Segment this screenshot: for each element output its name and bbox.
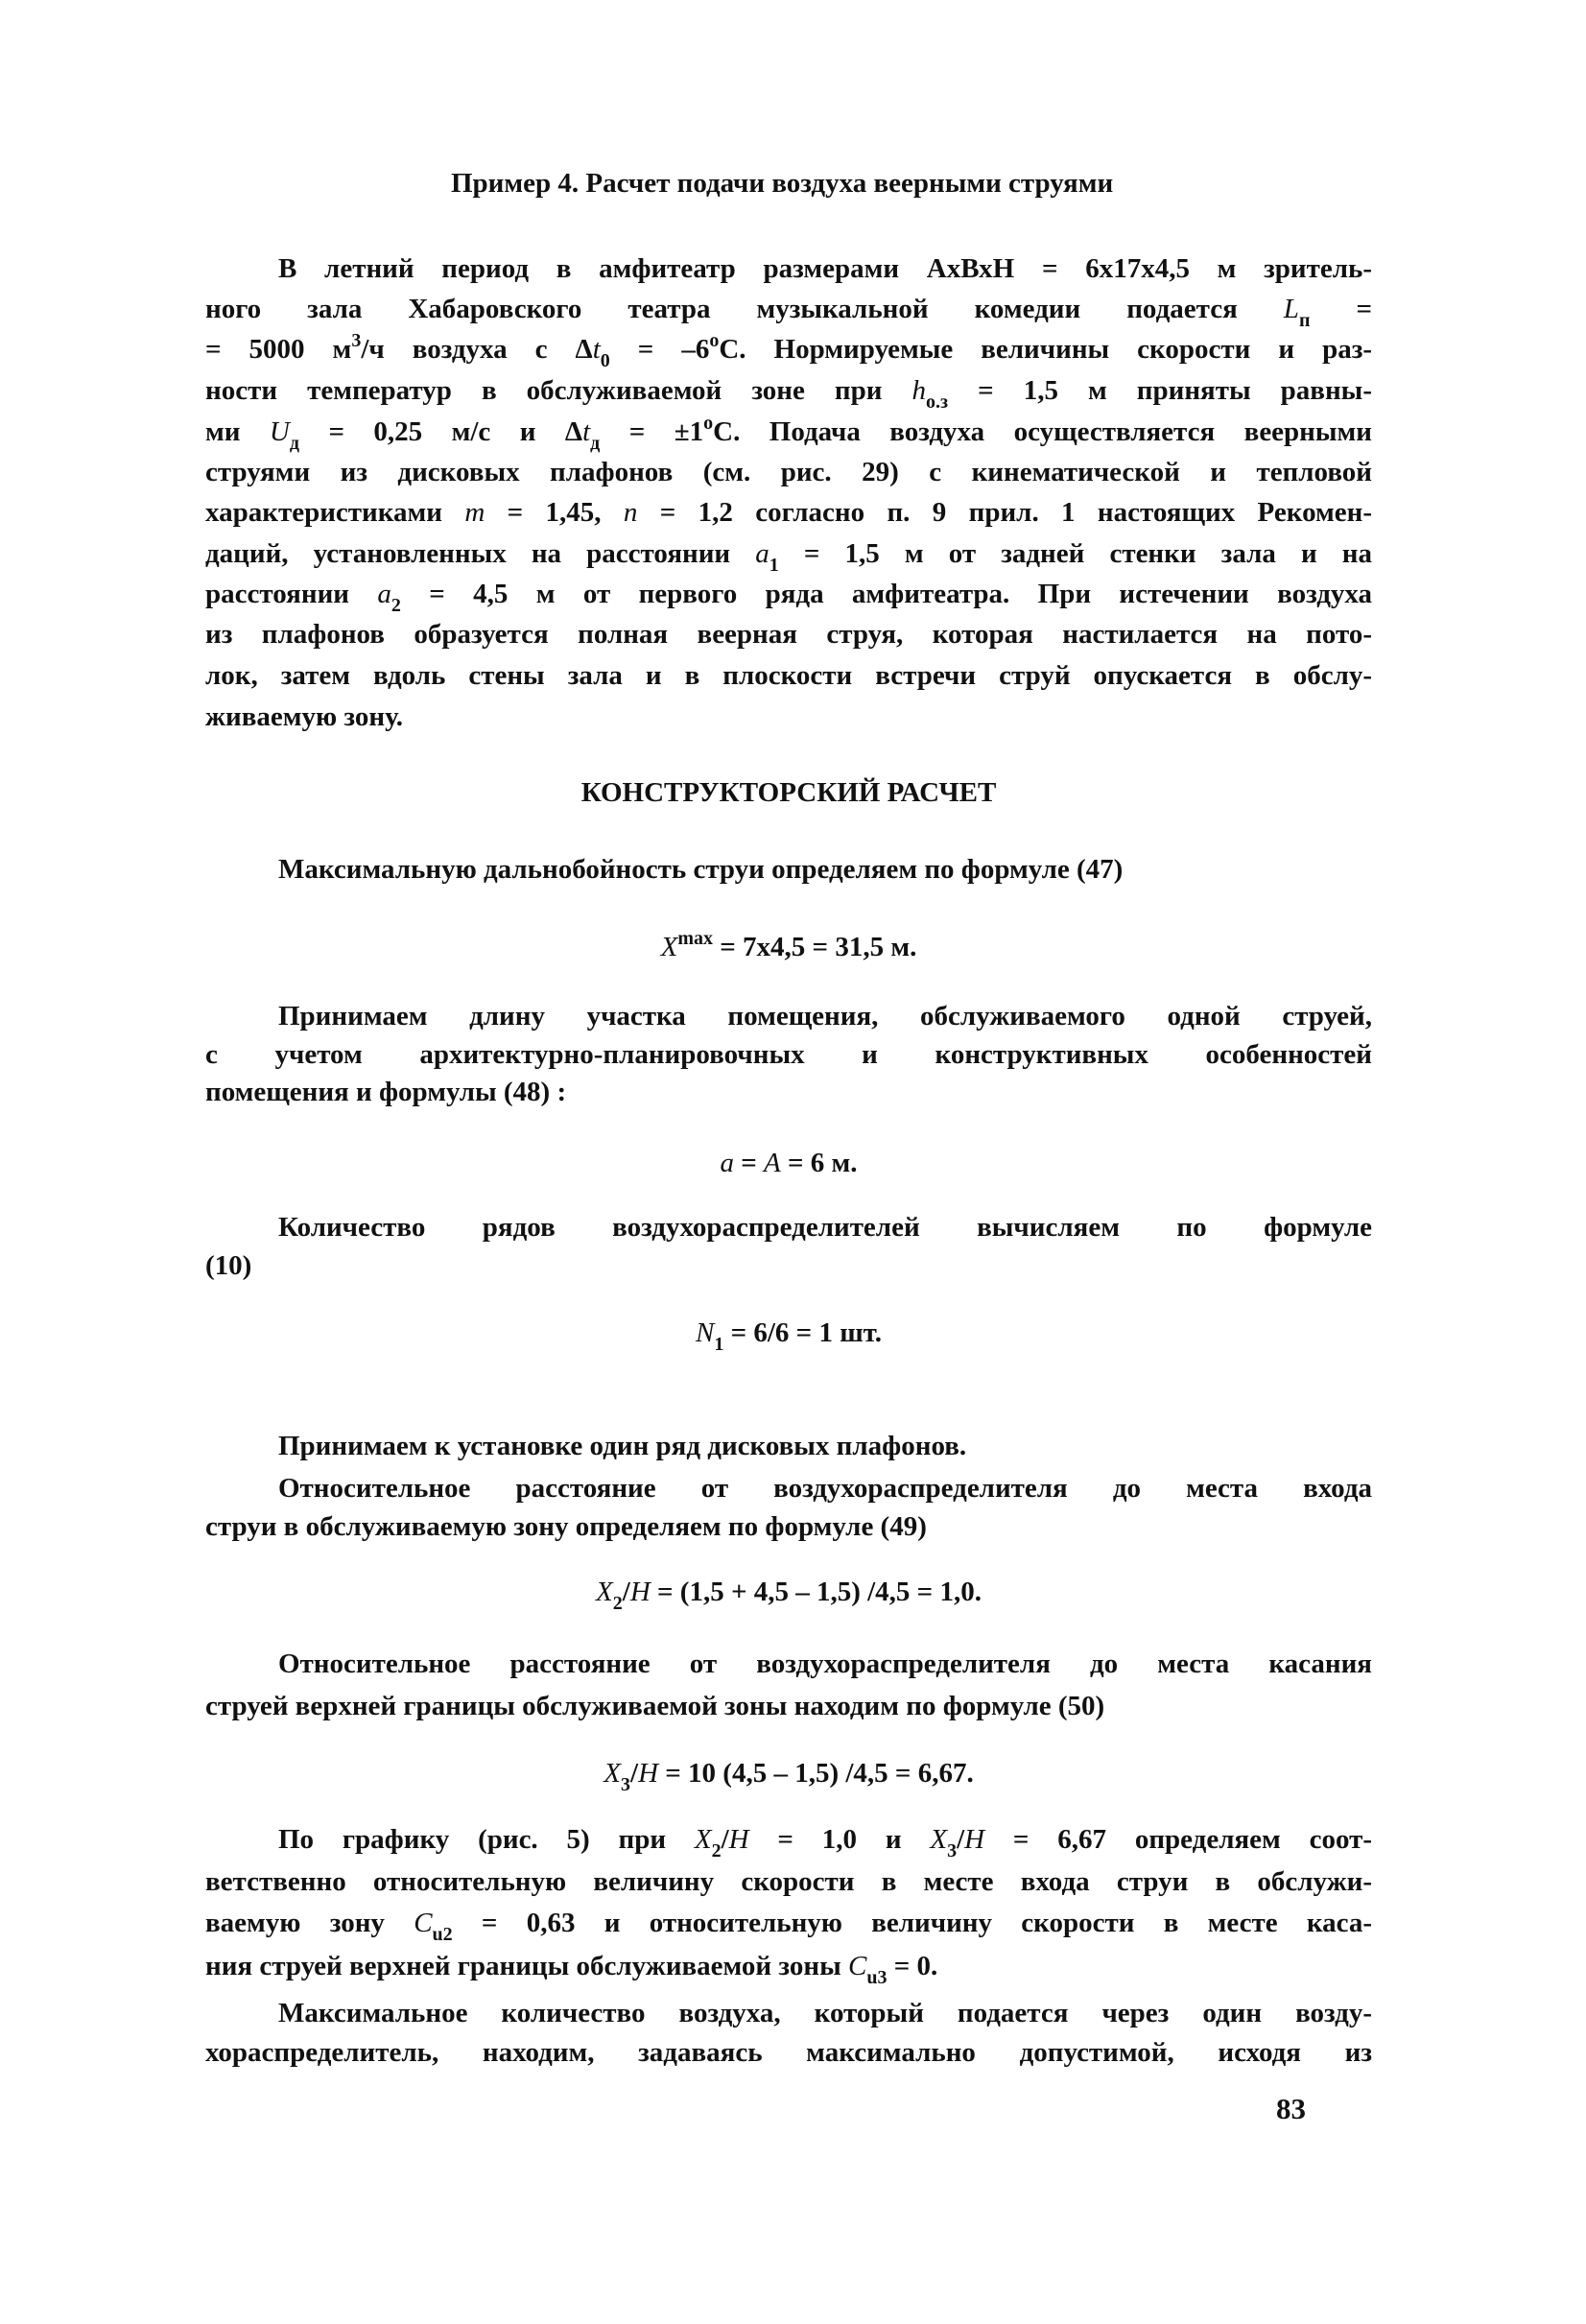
text-line: с учетом архитектурно-планировочных и конструктивных особенностей (205, 1039, 1372, 1070)
text-line: Количество рядов воздухораспределителей вычисляем по формуле (278, 1212, 1372, 1243)
text-line: живаемую зону. (205, 701, 403, 732)
text-line: Максимальное количество воздуха, который подается через один возду- (278, 1998, 1372, 2028)
text-line: ваемую зону $C_{u2} = 0,63$ и относительную величину скорости в месте каса- (205, 1908, 1373, 1945)
text-line: По графику (рис. 5) при $X_2/H = 1,0$ и $X_3/H = 6,67$ определяем соот- (278, 1824, 1373, 1862)
text-line: (10) (205, 1250, 252, 1281)
text-line: струи в обслуживаемую зону определяем по формуле (49) (205, 1511, 927, 1542)
formula-x3h: $X_3/H = 10$ (4,5 – 1,5) /4,5 = 6,67. (604, 1758, 974, 1795)
text-line: характеристиками m = 1,45, n = 1,2 согласно п. 9 прил. 1 настоящих Рекомен- (205, 497, 1373, 528)
text-line: помещения и формулы (48) : (205, 1077, 567, 1107)
text-line: = 5000 $м^3/ч$ воздуха с $\Delta t_0 = -6^oC$. Нормируемые величины скорости и раз- (205, 330, 1373, 371)
text-line: расстоянии $a_2 = 4,5$ м от первого ряда амфитеатра. При истечении воздуха (205, 579, 1372, 616)
text-line: Относительное расстояние от воздухораспределителя до места касания (278, 1648, 1372, 1679)
text-line: ветственно относительную величину скорости в месте входа струи в обслужи- (205, 1866, 1372, 1897)
text-line: Принимаем длину участка помещения, обслуживаемого одной струей, (278, 1001, 1372, 1032)
text-line: Максимальную дальнобойность струи определяем по формуле (47) (278, 854, 1124, 885)
formula-x2h: $X_2/H = (1,5 + 4,5 - 1,5) /4,5 = 1,0$. (596, 1577, 982, 1614)
text-line: хораспределитель, находим, задаваясь максимально допустимой, исходя из (205, 2037, 1372, 2068)
text-line: Принимаем к установке один ряд дисковых плафонов. (278, 1431, 967, 1461)
text-line: струей верхней границы обслуживаемой зоны находим по формуле (50) (205, 1691, 1105, 1721)
formula-a: a = A = 6 м. (720, 1148, 858, 1178)
text-line: даций, установленных на расстоянии $a_1 = 1,5$ м от задней стенки зала и на (205, 538, 1372, 576)
text-line: ния струей верхней границы обслуживаемой зоны $C_{u3} = 0$. (205, 1951, 938, 1988)
text-line: из плафонов образуется полная веерная струя, которая настилается на пото- (205, 619, 1372, 650)
formula-n1: $N_1 = 6/6 = 1$ шт. (696, 1317, 882, 1355)
text-line: Относительное расстояние от воздухораспределителя до места входа (278, 1473, 1372, 1504)
text-line: струями из дисковых плафонов (см. рис. 29) с кинематической и тепловой (205, 457, 1372, 487)
text-line: ности температур в обслуживаемой зоне при $h_{о.з} = 1,5$ м приняты равны- (205, 375, 1372, 413)
text-line: ного зала Хабаровского театра музыкальной комедии подается $L_п$ = (205, 294, 1373, 331)
text-line: лок, затем вдоль стены зала и в плоскости встречи струй опускается в обслу- (205, 660, 1372, 691)
formula-xmax: $X^{max} = 7х4,5 = 31,5$ м. (660, 928, 917, 962)
page-number: 83 (1276, 2092, 1306, 2125)
text-line: В летний период в амфитеатр размерами АхВхН = 6х17х4,5 м зритель- (278, 253, 1372, 284)
example-title: Пример 4. Расчет подачи воздуха веерными струями (451, 168, 1114, 199)
section-heading: КОНСТРУКТОРСКИЙ РАСЧЕТ (580, 777, 997, 808)
text-line: ми $U_д = 0,25$ м/с и $\Delta t_д = \pm 1^oC$. Подача воздуха осуществляется веерными (205, 413, 1373, 454)
